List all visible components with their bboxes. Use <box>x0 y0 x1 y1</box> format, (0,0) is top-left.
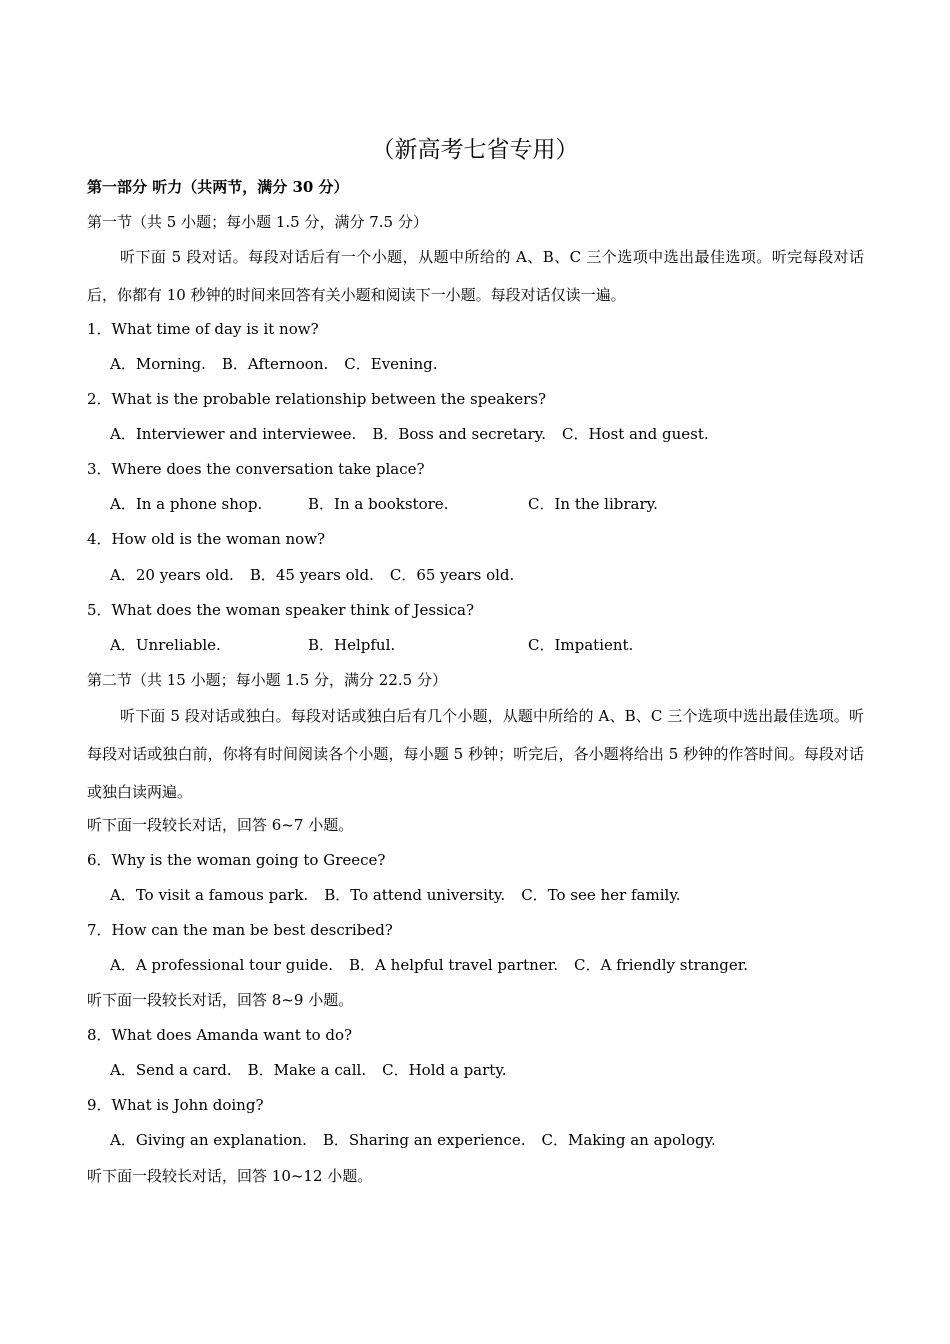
option-c: C．65 years old. <box>389 566 515 584</box>
option-c: C．Making an apology. <box>541 1131 716 1149</box>
option-c: C．Host and guest. <box>561 425 709 443</box>
option-a: A．Morning. <box>110 355 206 373</box>
question-options <box>110 1059 507 1081</box>
question-stem: 3．Where does the conversation take place? <box>87 460 425 478</box>
section2-instructions: 听下面 5 段对话或独白。每段对话或独白后有几个小题，从题中所给的 A、B、C 三个选项中选出最佳选项。听每段对话或独白前，你将有时间阅读各个小题，每小题 5 秒钟；听完后，各小题将给出 5 秒钟的作答时间。每段对话或独白读两遍。 <box>87 707 864 801</box>
option-c: C．Hold a party. <box>382 1061 507 1079</box>
question-options <box>110 564 514 586</box>
option-b: B．Helpful. <box>308 636 396 654</box>
question-stem: 6．Why is the woman going to Greece? <box>87 851 386 869</box>
option-a: A．To visit a famous park. <box>110 886 309 904</box>
question-stem: 5．What does the woman speaker think of Jessica? <box>87 601 474 619</box>
question-stem: 4．How old is the woman now? <box>87 530 326 548</box>
group-intro: 听下面一段较长对话，回答 8~9 小题。 <box>87 991 354 1009</box>
option-c: C．To see her family. <box>521 886 681 904</box>
question-stem: 1．What time of day is it now? <box>87 320 319 338</box>
group-intro: 听下面一段较长对话，回答 10~12 小题。 <box>87 1167 373 1185</box>
part1-heading: 第一部分 听力（共两节，满分 30 分） <box>87 178 349 196</box>
question-options <box>110 884 681 906</box>
option-a: A．In a phone shop. <box>110 495 263 513</box>
question-options <box>110 954 748 976</box>
question-stem: 7．How can the man be best described? <box>87 921 393 939</box>
option-a: A．20 years old. <box>110 566 234 584</box>
section1-heading: 第一节（共 5 小题；每小题 1.5 分，满分 7.5 分） <box>87 213 428 231</box>
option-c: C．Evening. <box>344 355 438 373</box>
group-intro: 听下面一段较长对话，回答 6~7 小题。 <box>87 816 354 834</box>
question-stem: 8．What does Amanda want to do? <box>87 1026 353 1044</box>
option-a: A．Interviewer and interviewee. <box>110 425 357 443</box>
page-title: （新高考七省专用） <box>371 137 579 163</box>
option-b: B．A helpful travel partner. <box>349 956 558 974</box>
question-options <box>110 423 709 445</box>
option-c: C．Impatient. <box>528 636 634 654</box>
question-stem: 2．What is the probable relationship between the speakers? <box>87 390 547 408</box>
section1-instructions: 听下面 5 段对话。每段对话后有一个小题，从题中所给的 A、B、C 三个选项中选出最佳选项。听完每段对话后，你都有 10 秒钟的时间来回答有关小题和阅读下一小题。每段对话仅读一遍。 <box>87 248 864 304</box>
question-options <box>110 353 438 375</box>
section2-heading: 第二节（共 15 小题；每小题 1.5 分，满分 22.5 分） <box>87 671 447 689</box>
question-options <box>110 1129 716 1151</box>
option-a: A．A professional tour guide. <box>110 956 334 974</box>
option-b: B．Afternoon. <box>221 355 329 373</box>
option-b: B．Sharing an experience. <box>322 1131 526 1149</box>
question-stem: 9．What is John doing? <box>87 1096 264 1114</box>
option-c: C．A friendly stranger. <box>574 956 749 974</box>
option-c: C．In the library. <box>528 495 658 513</box>
option-b: B．Make a call. <box>247 1061 367 1079</box>
option-b: B．In a bookstore. <box>308 495 449 513</box>
option-a: A．Send a card. <box>110 1061 232 1079</box>
option-b: B．To attend university. <box>324 886 506 904</box>
option-a: A．Giving an explanation. <box>110 1131 307 1149</box>
option-a: A．Unreliable. <box>110 636 221 654</box>
option-b: B．45 years old. <box>249 566 374 584</box>
option-b: B．Boss and secretary. <box>372 425 546 443</box>
